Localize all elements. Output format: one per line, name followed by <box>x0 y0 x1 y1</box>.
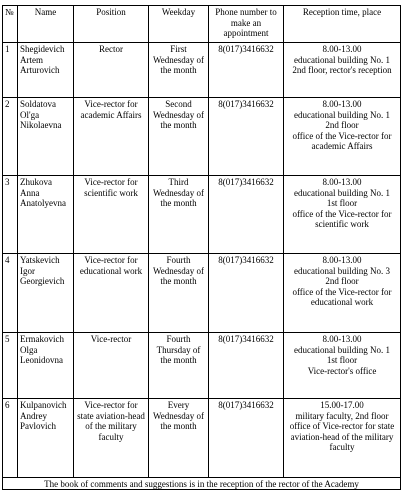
row-num: 2 <box>3 98 18 176</box>
place-floor: 1st floor <box>326 198 358 208</box>
table-row <box>3 333 401 399</box>
place-room: 2nd floor, rector's reception <box>292 65 392 75</box>
header-position: Position <box>74 6 149 43</box>
row-position: Vice-rector for academic Affairs <box>74 98 149 176</box>
row-weekday: Fourth Thursday of the month <box>149 333 209 399</box>
row-name: Shegidevich Artem Arturovich <box>18 43 74 98</box>
row-phone: 8(017)3416632 <box>209 98 284 176</box>
table-row <box>3 43 401 98</box>
header-weekday: Weekday <box>149 6 209 43</box>
row-phone: 8(017)3416632 <box>209 399 284 478</box>
row-num: 6 <box>3 399 18 478</box>
table-row <box>3 176 401 254</box>
place-building: educational building No. 1 <box>294 54 390 65</box>
header-row <box>3 6 401 43</box>
header-name: Name <box>18 6 74 43</box>
row-name: Soldatova Ol'ga Nikolaevna <box>18 98 74 176</box>
row-phone: 8(017)3416632 <box>209 176 284 254</box>
row-position: Rector <box>74 43 149 98</box>
row-phone: 8(017)3416632 <box>209 43 284 98</box>
table-row <box>3 254 401 333</box>
row-place <box>284 254 401 333</box>
place-time: 8.00-13.00 <box>322 44 362 54</box>
place-building: educational building No. 1 <box>294 344 390 355</box>
row-place <box>284 176 401 254</box>
row-name: Zhukova Anna Anatolyevna <box>18 176 74 254</box>
row-weekday: Third Wednesday of the month <box>149 176 209 254</box>
place-building: educational building No. 3 <box>294 265 390 276</box>
place-room: office of the Vice-rector for academic Affairs <box>292 130 392 151</box>
place-floor: 2nd floor <box>325 120 359 130</box>
row-num: 4 <box>3 254 18 333</box>
row-place <box>284 333 401 399</box>
header-place: Reception time, place <box>284 6 401 43</box>
row-place <box>284 98 401 176</box>
row-weekday: Fourth Wednesday of the month <box>149 254 209 333</box>
place-room: office of the Vice-rector for scientific work <box>292 208 392 229</box>
row-position: Vice-rector for educational work <box>74 254 149 333</box>
row-name: Ermakovich Olga Leonidovna <box>18 333 74 399</box>
place-room: office of Vice-rector for state aviation-head of the military faculty <box>289 421 395 452</box>
row-weekday: Second Wednesday of the month <box>149 98 209 176</box>
place-time: 8.00-13.00 <box>322 99 362 109</box>
reception-table <box>2 5 401 490</box>
place-time: 8.00-13.00 <box>322 334 362 344</box>
place-building: military faculty, 2nd floor <box>295 410 389 421</box>
row-name: Kulpanovich Andrey Pavlovich <box>18 399 74 478</box>
reception-schedule <box>0 5 403 490</box>
row-position: Vice-rector for scientific work <box>74 176 149 254</box>
footer-note: The book of comments and suggestions is in the reception of the rector of the Academy <box>3 478 401 490</box>
row-place <box>284 399 401 478</box>
place-floor: 1st floor <box>326 355 358 365</box>
header-num: № <box>3 6 18 43</box>
place-time: 8.00-13.00 <box>322 255 362 265</box>
place-building: educational building No. 1 <box>294 109 390 120</box>
place-building: educational building No. 1 <box>294 187 390 198</box>
table-row <box>3 98 401 176</box>
row-num: 5 <box>3 333 18 399</box>
place-room: Vice-rector's office <box>307 365 377 376</box>
place-room: office of the Vice-rector for educational work <box>292 286 392 307</box>
row-weekday: Every Wednesday of the month <box>149 399 209 478</box>
footer-row <box>3 478 401 490</box>
table-row <box>3 399 401 478</box>
header-phone: Phone number to make an appointment <box>209 6 284 43</box>
row-name: Yatskevich Igor Georgievich <box>18 254 74 333</box>
row-place <box>284 43 401 98</box>
place-time: 8.00-13.00 <box>322 177 362 187</box>
row-phone: 8(017)3416632 <box>209 333 284 399</box>
row-position: Vice-rector <box>74 333 149 399</box>
place-floor: 2nd floor <box>325 276 359 286</box>
row-num: 3 <box>3 176 18 254</box>
place-time: 15.00-17.00 <box>320 400 364 410</box>
row-phone: 8(017)3416632 <box>209 254 284 333</box>
row-weekday: First Wednesday of the month <box>149 43 209 98</box>
row-position: Vice-rector for state aviation-head of the military faculty <box>74 399 149 478</box>
row-num: 1 <box>3 43 18 98</box>
